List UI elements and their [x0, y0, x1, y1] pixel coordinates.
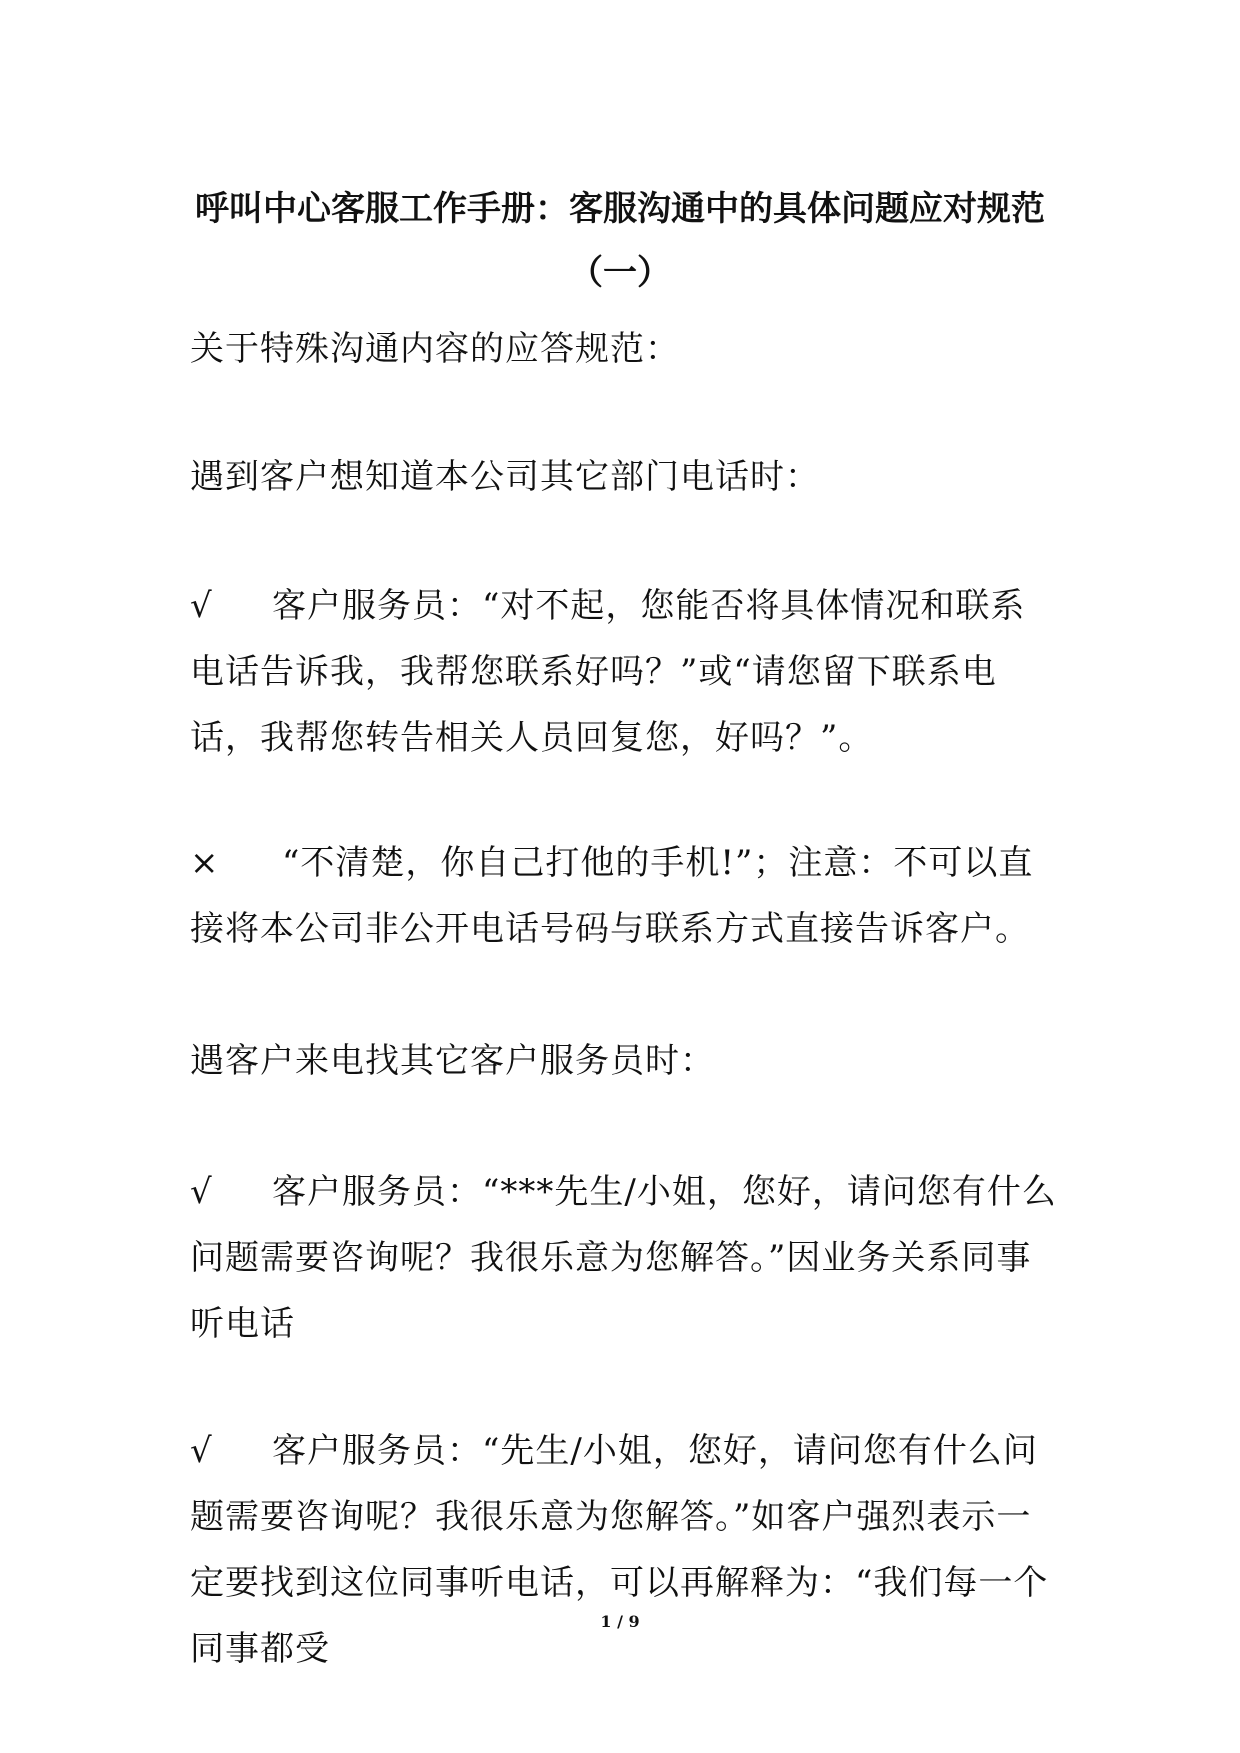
check-mark-icon: √	[190, 1172, 213, 1212]
case1-correct-response	[190, 573, 1060, 771]
case2-heading: 遇客户来电找其它客户服务员时：	[190, 1041, 715, 1081]
section-heading: 关于特殊沟通内容的应答规范：	[190, 329, 680, 369]
check-mark-icon: √	[190, 586, 213, 626]
cross-mark-icon: ×	[190, 843, 220, 883]
page-indicator: 1 / 9	[600, 1612, 640, 1631]
case1-heading: 遇到客户想知道本公司其它部门电话时：	[190, 457, 820, 497]
case1-correct-text: 客户服务员：“对不起，您能否将具体情况和联系电话告诉我，我帮您联系好吗？”或“请您留下联系电话，我帮您转告相关人员回复您，好吗？”。	[190, 586, 1026, 758]
case2-correct-text-2: 客户服务员：“先生/小姐，您好，请问您有什么问题需要咨询呢？我很乐意为您解答。”如客户强烈表示一定要找到这位同事听电话，可以再解释为：“我们每一个同事都受	[190, 1431, 1049, 1669]
case2-correct-response-1	[190, 1159, 1060, 1357]
case2-correct-text-1: 客户服务员：“***先生/小姐，您好，请问您有什么问题需要咨询呢？我很乐意为您解答。”因业务关系同事听电话	[190, 1172, 1057, 1344]
case1-wrong-response	[190, 830, 1060, 962]
document-title-subtitle: （一）	[569, 253, 671, 293]
case1-wrong-text: “不清楚，你自己打他的手机!”；注意：不可以直接将本公司非公开电话号码与联系方式直接告诉客户。	[190, 843, 1034, 949]
check-mark-icon: √	[190, 1431, 213, 1471]
document-title: 呼叫中心客服工作手册：客服沟通中的具体问题应对规范	[195, 189, 1045, 229]
case2-correct-response-2	[190, 1418, 1060, 1682]
